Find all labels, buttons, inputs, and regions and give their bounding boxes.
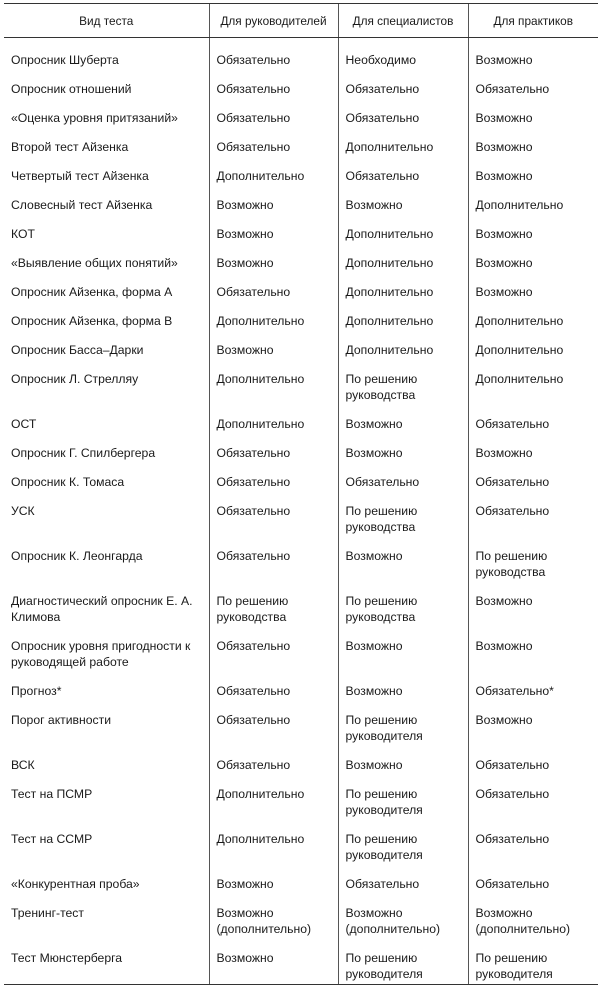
cell-specialists: Обязательно [338,103,468,132]
table-row [4,132,598,161]
cell-test-name: «Выявление общих понятий» [11,256,178,270]
cell-practitioners: Обязательно [468,74,598,103]
cell-managers: Дополнительно [209,306,338,335]
table-row [4,219,598,248]
table-row [4,496,598,541]
cell-test-name: Опросник К. Томаса [11,475,125,489]
cell-specialists: По решению руководителя [338,779,468,824]
cell-specialists: По решению руководства [338,496,468,541]
cell-managers: Обязательно [209,705,338,750]
table-row [4,335,598,364]
cell-managers: Возможно [209,190,338,219]
table-row [4,869,598,898]
cell-managers: Обязательно [209,750,338,779]
header-for-specialists: Для специалистов [338,4,468,38]
cell-managers: Обязательно [209,631,338,676]
table-row [4,898,598,943]
cell-practitioners: Возможно [468,103,598,132]
table-row [4,467,598,496]
cell-specialists: Необходимо [338,38,468,75]
table-header-row [4,4,598,38]
table-row [4,161,598,190]
cell-specialists: Дополнительно [338,306,468,335]
cell-managers: Обязательно [209,541,338,586]
cell-specialists: Возможно [338,750,468,779]
header-test-type: Вид теста [4,4,209,38]
cell-test-name: УСК [11,504,35,518]
table-row [4,38,598,75]
cell-practitioners: Возможно [468,132,598,161]
cell-managers: Дополнительно [209,409,338,438]
cell-specialists: Дополнительно [338,248,468,277]
cell-test-name: Опросник уровня пригодности к руководящей работе [11,639,191,669]
cell-managers: Возможно [209,869,338,898]
cell-managers: Обязательно [209,132,338,161]
cell-test-name: «Оценка уровня притязаний» [11,111,178,125]
cell-managers: Обязательно [209,277,338,306]
cell-specialists: Возможно [338,409,468,438]
cell-practitioners: Возможно [468,705,598,750]
cell-managers: Обязательно [209,103,338,132]
table-row [4,306,598,335]
cell-managers: Обязательно [209,38,338,75]
cell-practitioners: Возможно [468,277,598,306]
table-row [4,779,598,824]
table-row [4,74,598,103]
cell-managers: Обязательно [209,676,338,705]
cell-test-name: Тест Мюнстерберга [4,943,209,985]
cell-specialists: Дополнительно [338,277,468,306]
cell-managers: Возможно [209,335,338,364]
cell-specialists: Дополнительно [338,219,468,248]
cell-specialists: Дополнительно [338,335,468,364]
table-row [4,943,598,985]
header-for-practitioners: Для практиков [468,4,598,38]
table-row [4,277,598,306]
cell-managers: Дополнительно [209,161,338,190]
cell-practitioners: Возможно [468,438,598,467]
cell-test-name: Диагностический опросник Е. А. Климова [11,594,193,624]
cell-managers: Дополнительно [209,364,338,409]
cell-test-name: Опросник Л. Стрелляу [11,372,139,386]
cell-specialists: По решению руководства [338,364,468,409]
cell-test-name: Опросник Айзенка, форма А [11,285,173,299]
header-for-managers: Для руководителей [209,4,338,38]
cell-practitioners: Возможно (дополнительно) [468,898,598,943]
cell-managers: Обязательно [209,438,338,467]
cell-managers: По решению руководства [209,586,338,631]
table-row [4,541,598,586]
cell-managers: Возможно [209,943,338,985]
cell-specialists: Возможно [338,676,468,705]
cell-specialists: По решению руководителя [338,824,468,869]
table-row [4,438,598,467]
cell-practitioners: Возможно [468,161,598,190]
cell-practitioners: Обязательно [468,467,598,496]
cell-practitioners: Обязательно* [468,676,598,705]
cell-practitioners: Дополнительно [468,335,598,364]
cell-test-name: ВСК [11,758,35,772]
cell-test-name: Опросник Айзенка, форма В [11,314,173,328]
cell-specialists: Возможно [338,438,468,467]
cell-managers: Обязательно [209,467,338,496]
cell-managers: Обязательно [209,496,338,541]
cell-test-name: Четвертый тест Айзенка [11,169,149,183]
cell-test-name: Тренинг-тест [11,906,84,920]
cell-practitioners: По решению руководителя [468,943,598,985]
cell-practitioners: Возможно [468,219,598,248]
cell-practitioners: Обязательно [468,496,598,541]
cell-specialists: По решению руководителя [338,943,468,985]
cell-practitioners: Возможно [468,38,598,75]
test-recommendation-table [4,3,598,985]
cell-specialists: Возможно (дополнительно) [338,898,468,943]
cell-practitioners: Возможно [468,631,598,676]
cell-practitioners: Обязательно [468,409,598,438]
table-row [4,750,598,779]
cell-managers: Возможно [209,219,338,248]
cell-practitioners: Обязательно [468,869,598,898]
cell-specialists: Возможно [338,631,468,676]
cell-test-name: КОТ [11,227,35,241]
table-row [4,364,598,409]
cell-specialists: Обязательно [338,161,468,190]
cell-specialists: Возможно [338,190,468,219]
table-row [4,409,598,438]
cell-test-name: Второй тест Айзенка [11,140,129,154]
table-row [4,190,598,219]
cell-practitioners: Дополнительно [468,364,598,409]
cell-test-name: Опросник отношений [11,82,132,96]
cell-test-name: Порог активности [11,713,112,727]
cell-test-name: Словесный тест Айзенка [11,198,153,212]
cell-test-name: Опросник Шуберта [11,53,119,67]
table-row [4,824,598,869]
cell-practitioners: Дополнительно [468,306,598,335]
table-row [4,103,598,132]
table-row [4,586,598,631]
cell-managers: Возможно [209,248,338,277]
cell-managers: Возможно (дополнительно) [209,898,338,943]
table-body [4,38,598,985]
cell-test-name: «Конкурентная проба» [11,877,140,891]
cell-specialists: Дополнительно [338,132,468,161]
table-row [4,705,598,750]
cell-specialists: Обязательно [338,467,468,496]
table-row [4,676,598,705]
cell-practitioners: Обязательно [468,750,598,779]
table-row [4,248,598,277]
cell-specialists: По решению руководства [338,586,468,631]
cell-specialists: Возможно [338,541,468,586]
cell-test-name: ОСТ [11,417,37,431]
cell-managers: Обязательно [209,74,338,103]
cell-practitioners: Возможно [468,248,598,277]
cell-test-name: Опросник К. Леонгарда [11,549,143,563]
cell-specialists: Обязательно [338,74,468,103]
cell-managers: Дополнительно [209,824,338,869]
cell-test-name: Прогноз* [11,684,62,698]
cell-practitioners: Обязательно [468,779,598,824]
cell-managers: Дополнительно [209,779,338,824]
cell-practitioners: Дополнительно [468,190,598,219]
cell-test-name: Опросник Г. Спилбергера [11,446,156,460]
table-row [4,631,598,676]
cell-test-name: Тест на ССМР [11,832,93,846]
cell-practitioners: Возможно [468,586,598,631]
cell-practitioners: Обязательно [468,824,598,869]
cell-practitioners: По решению руководства [468,541,598,586]
cell-test-name: Тест на ПСМР [11,787,93,801]
cell-specialists: По решению руководителя [338,705,468,750]
cell-specialists: Обязательно [338,869,468,898]
cell-test-name: Опросник Басса–Дарки [11,343,144,357]
